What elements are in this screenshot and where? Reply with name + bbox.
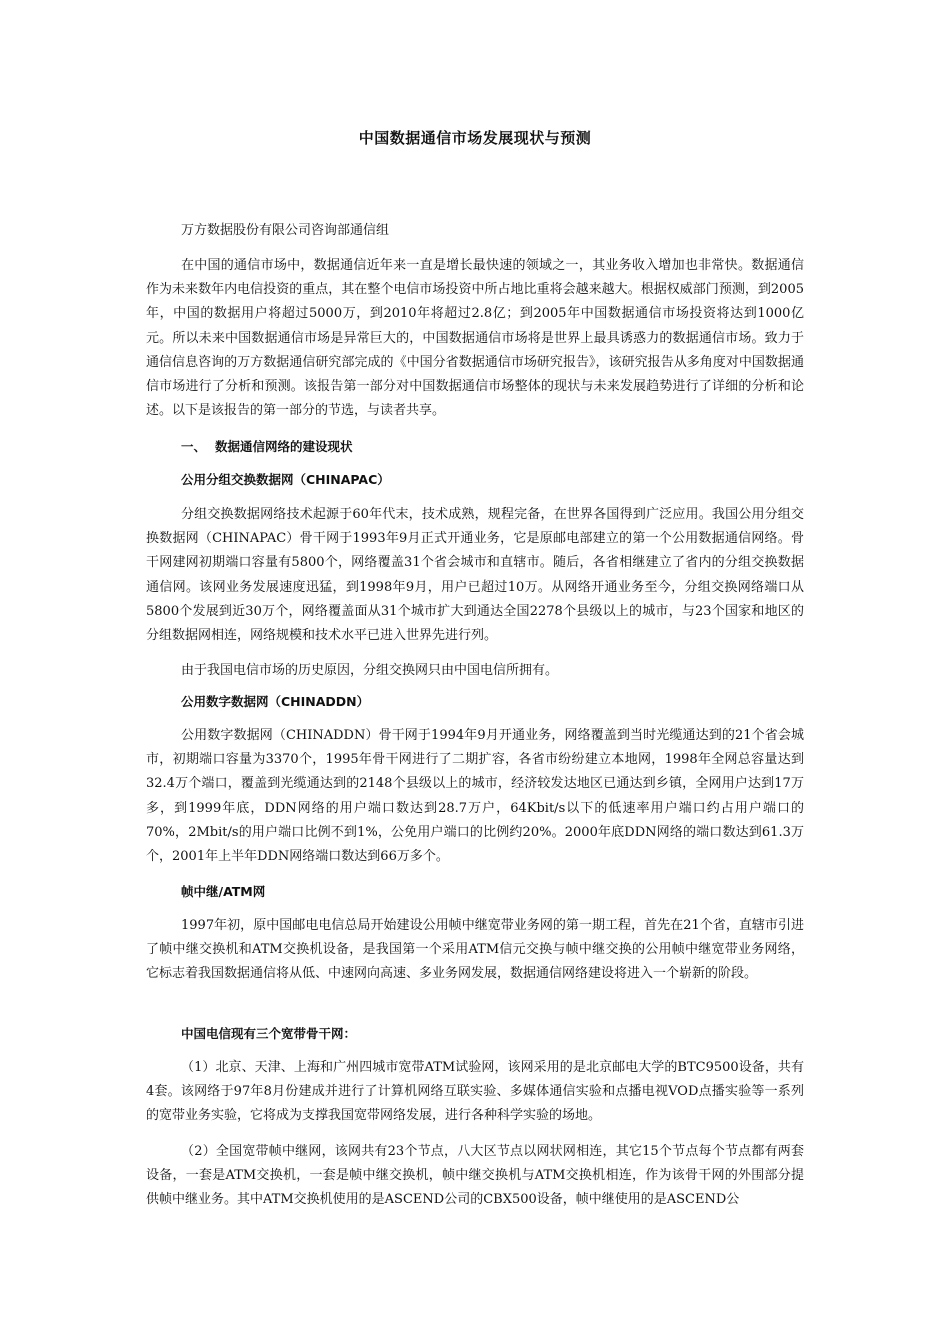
broadband-paragraph-2: （2）全国宽带帧中继网，该网共有23个节点，八大区节点以网状网相连，其它15个节点每个节点都有两套设备，一套是ATM交换机，一套是帧中继交换机，帧中继交换机与ATM交换机相连，作为该骨干网的外围部分提供帧中继业务。其中ATM交换机使用的是ASCEND公司的CBX500设备，帧中继使用的是ASCEND公 [146,1144,804,1208]
intro-block [146,254,804,423]
chinapac-note-paragraph: 由于我国电信市场的历史原因，分组交换网只由中国电信所拥有。 [181,663,559,678]
broadband-paragraph-1: （1）北京、天津、上海和广州四城市宽带ATM试验网，该网采用的是北京邮电大学的BTC9500设备，共有4套。该网络于97年8月份建成并进行了计算机网络互联实验、多媒体通信实验和点播电视VOD点播实验等一系列的宽带业务实验，它将成为支撑我国宽带网络发展，进行各种科学实验的场地。 [146,1060,804,1124]
chinapac-block [146,503,804,648]
chinaddn-block [146,724,804,869]
broadband-block-1 [146,1056,804,1129]
section-number: 一、 [181,439,207,454]
broadband-block-2 [146,1140,804,1213]
section-heading [181,437,353,457]
frame-relay-paragraph: 1997年初，原中国邮电电信总局开始建设公用帧中继宽带业务网的第一期工程，首先在21个省，直辖市引进了帧中继交换机和ATM交换机设备，是我国第一个采用ATM信元交换与帧中继交换的公用帧中继宽带业务网络，它标志着我国数据通信将从低、中速网向高速、多业务网发展，数据通信网络建设将进入一个崭新的阶段。 [146,918,804,982]
document-title: 中国数据通信市场发展现状与预测 [358,129,592,147]
frame-relay-heading: 帧中继/ATM网 [181,884,266,899]
chinapac-paragraph: 分组交换数据网络技术起源于60年代末，技术成熟，规程完备，在世界各国得到广泛应用。我国公用分组交换数据网（CHINAPAC）骨干网于1993年9月正式开通业务，它是原邮电部建立的第一个公用数据通信网络。骨干网建网初期端口容量有5800个，网络覆盖31个省会城市和直辖市。随后，各省相继建立了省内的分组交换数据通信网。该网业务发展速度迅猛，到1998年9月，用户已超过10万。从网络开通业务至今，分组交换网络端口从5800个发展到近30万个，网络覆盖面从31个城市扩大到通达全国2278个县级以上的城市，与23个国家和地区的分组数据网相连，网络规模和技术水平已进入世界先进行列。 [146,507,804,644]
frame-relay-block [146,914,804,987]
chinapac-heading: 公用分组交换数据网（CHINAPAC） [181,472,390,487]
author-line: 万方数据股份有限公司咨询部通信组 [181,223,390,238]
section-title: 数据通信网络的建设现状 [215,439,353,454]
broadband-heading: 中国电信现有三个宽带骨干网： [181,1026,357,1041]
intro-paragraph: 在中国的通信市场中，数据通信近年来一直是增长最快速的领域之一，其业务收入增加也非常快。数据通信作为未来数年内电信投资的重点，其在整个电信市场投资中所占地比重将会越来越大。根据权威部门预测，到2005年，中国的数据用户将超过5000万，到2010年将超过2.8亿；到2005年中国数据通信市场投资将达到1000亿元。所以未来中国数据通信市场是异常巨大的，中国数据通信市场将是世界上最具诱惑力的数据通信市场。致力于通信信息咨询的万方数据通信研究部完成的《中国分省数据通信市场研究报告》，该研究报告从多角度对中国数据通信市场进行了分析和预测。该报告第一部分对中国数据通信市场整体的现状与未来发展趋势进行了详细的分析和论述。以下是该报告的第一部分的节选，与读者共享。 [146,258,804,419]
chinapac-note-block [146,659,804,683]
chinaddn-paragraph: 公用数字数据网（CHINADDN）骨干网于1994年9月开通业务，网络覆盖到当时光缆通达到的21个省会城市，初期端口容量为3370个，1995年骨干网进行了二期扩容，各省市纷纷建立本地网，1998年全网总容量达到32.4万个端口，覆盖到光缆通达到的2148个县级以上的城市，经济较发达地区已通达到乡镇，全网用户达到17万多，到1999年底，DDN网络的用户端口数达到28.7万户，64Kbit/s以下的低速率用户端口约占用户端口的70%，2Mbit/s的用户端口比例不到1%，公免用户端口的比例约20%。2000年底DDN网络的端口数达到61.3万个，2001年上半年DDN网络端口数达到66万多个。 [146,728,804,865]
chinaddn-heading: 公用数字数据网（CHINADDN） [181,694,370,709]
